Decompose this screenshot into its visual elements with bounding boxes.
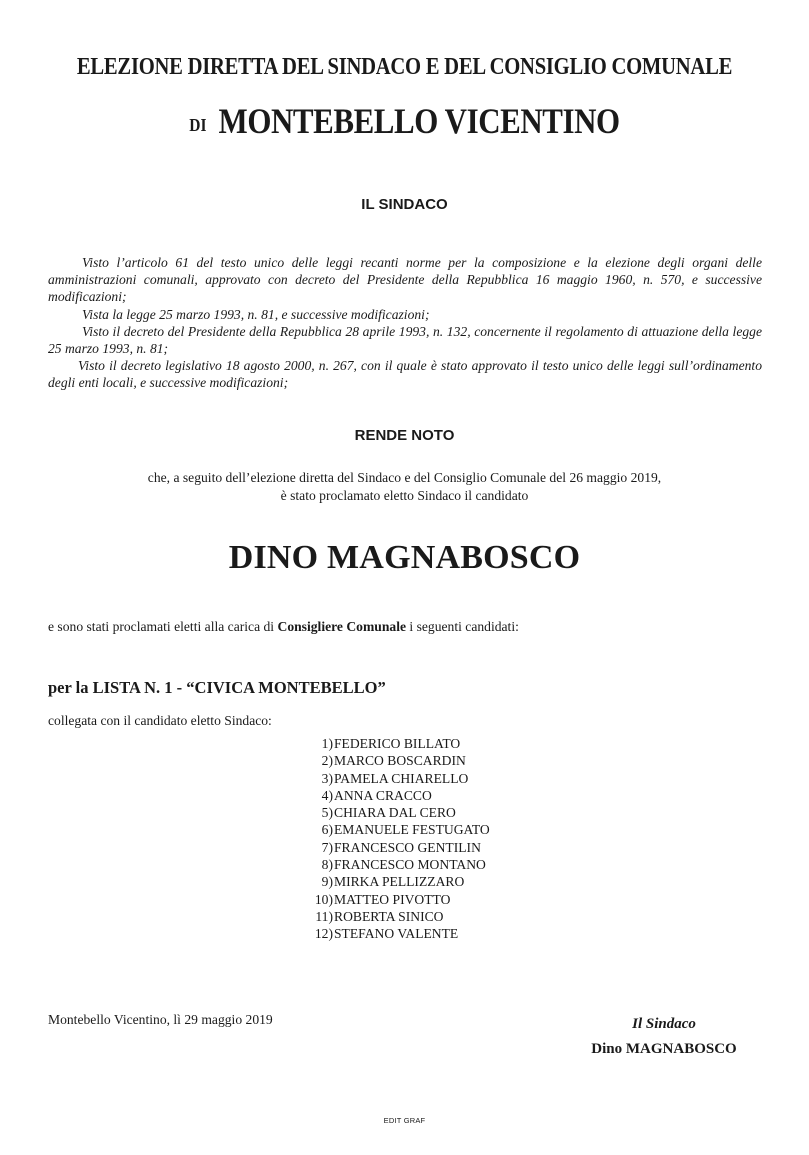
intro-text-end: i seguenti candidati: (406, 619, 519, 634)
preamble-paragraph: Visto l’articolo 61 del testo unico delle leggi recanti norme per la composizione e la elezione degli organi delle amministrazioni comunali, approvato con decreto del Presidente della Repubblica 16 maggio 1960, n. 570, e successive modificazioni; (48, 255, 762, 305)
notice-text (0, 469, 809, 504)
candidate-name: EMANUELE FESTUGATO (334, 822, 490, 838)
notice-line: è stato proclamato eletto Sindaco il candidato (280, 487, 529, 503)
issuer-heading: IL SINDACO (361, 196, 448, 213)
legal-preamble (48, 254, 762, 392)
signature-role: Il Sindaco (632, 1016, 696, 1032)
list-item (300, 804, 560, 821)
candidate-name: MARCO BOSCARDIN (334, 753, 466, 769)
candidate-number: 6) (321, 822, 333, 838)
document-title: ELEZIONE DIRETTA DEL SINDACO E DEL CONSIGLIO COMUNALE (76, 54, 733, 80)
list-item (300, 873, 560, 890)
list-item (300, 752, 560, 769)
candidate-name: ROBERTA SINICO (334, 908, 444, 924)
list-item (300, 891, 560, 908)
signature-name: Dino MAGNABOSCO (591, 1041, 737, 1057)
candidate-name: ANNA CRACCO (334, 787, 432, 803)
candidate-number: 5) (321, 805, 333, 821)
intro-text: e sono stati proclamati eletti alla carica di (48, 619, 278, 634)
list-item (300, 787, 560, 804)
list-item (300, 925, 560, 942)
printer-credit: EDIT GRAF (383, 1116, 426, 1125)
candidate-number: 8) (321, 857, 333, 873)
candidate-name: FRANCESCO MONTANO (334, 857, 486, 873)
linked-candidate-text: collegata con il candidato eletto Sindaco: (48, 713, 272, 728)
candidate-number: 9) (321, 874, 333, 890)
list-item (300, 770, 560, 787)
candidate-number: 10) (314, 891, 333, 907)
candidate-number: 1) (321, 736, 333, 751)
councillors-intro (48, 619, 519, 635)
list-title: per la LISTA N. 1 - “CIVICA MONTEBELLO” (48, 678, 386, 697)
elected-councillors-list (300, 735, 560, 943)
candidate-name: FRANCESCO GENTILIN (334, 839, 481, 855)
elected-mayor-name: DINO MAGNABOSCO (228, 539, 581, 576)
candidate-number: 3) (321, 770, 333, 786)
preamble-paragraph: Visto il decreto legislativo 18 agosto 2000, n. 267, con il quale è stato approvato il testo unico delle leggi sull’ordinamento degli enti locali, e successive modificazioni; (48, 358, 762, 391)
candidate-number: 12) (314, 926, 333, 942)
town-name: MONTEBELLO VICENTINO (218, 101, 620, 141)
candidate-name: MIRKA PELLIZZARO (334, 874, 465, 890)
candidate-number: 4) (321, 787, 333, 803)
candidate-name: FEDERICO BILLATO (334, 736, 461, 751)
municipality-title (57, 100, 753, 142)
preamble-paragraph: Vista la legge 25 marzo 1993, n. 81, e successive modificazioni; (82, 306, 430, 322)
list-item (300, 821, 560, 838)
candidate-name: STEFANO VALENTE (334, 926, 459, 942)
title-preposition: DI (189, 115, 207, 135)
notice-line: che, a seguito dell’elezione diretta del Sindaco e del Consiglio Comunale del 26 maggio 2019, (147, 470, 662, 485)
preamble-paragraph: Visto il decreto del Presidente della Repubblica 28 aprile 1993, n. 132, concernente il regolamento di attuazione della legge 25 marzo 1993, n. 81; (48, 323, 762, 357)
list-item (300, 856, 560, 873)
list-item (300, 908, 560, 925)
candidate-number: 2) (321, 753, 333, 769)
notice-heading: RENDE NOTO (354, 427, 455, 444)
candidate-name: PAMELA CHIARELLO (334, 770, 469, 786)
candidate-number: 7) (321, 839, 333, 855)
place-and-date: Montebello Vicentino, lì 29 maggio 2019 (48, 1012, 273, 1027)
candidate-name: CHIARA DAL CERO (334, 805, 456, 821)
intro-role: Consigliere Comunale (277, 619, 407, 634)
candidate-number: 11) (315, 908, 333, 924)
list-item (300, 839, 560, 856)
candidate-name: MATTEO PIVOTTO (334, 891, 451, 907)
list-item (300, 735, 560, 752)
